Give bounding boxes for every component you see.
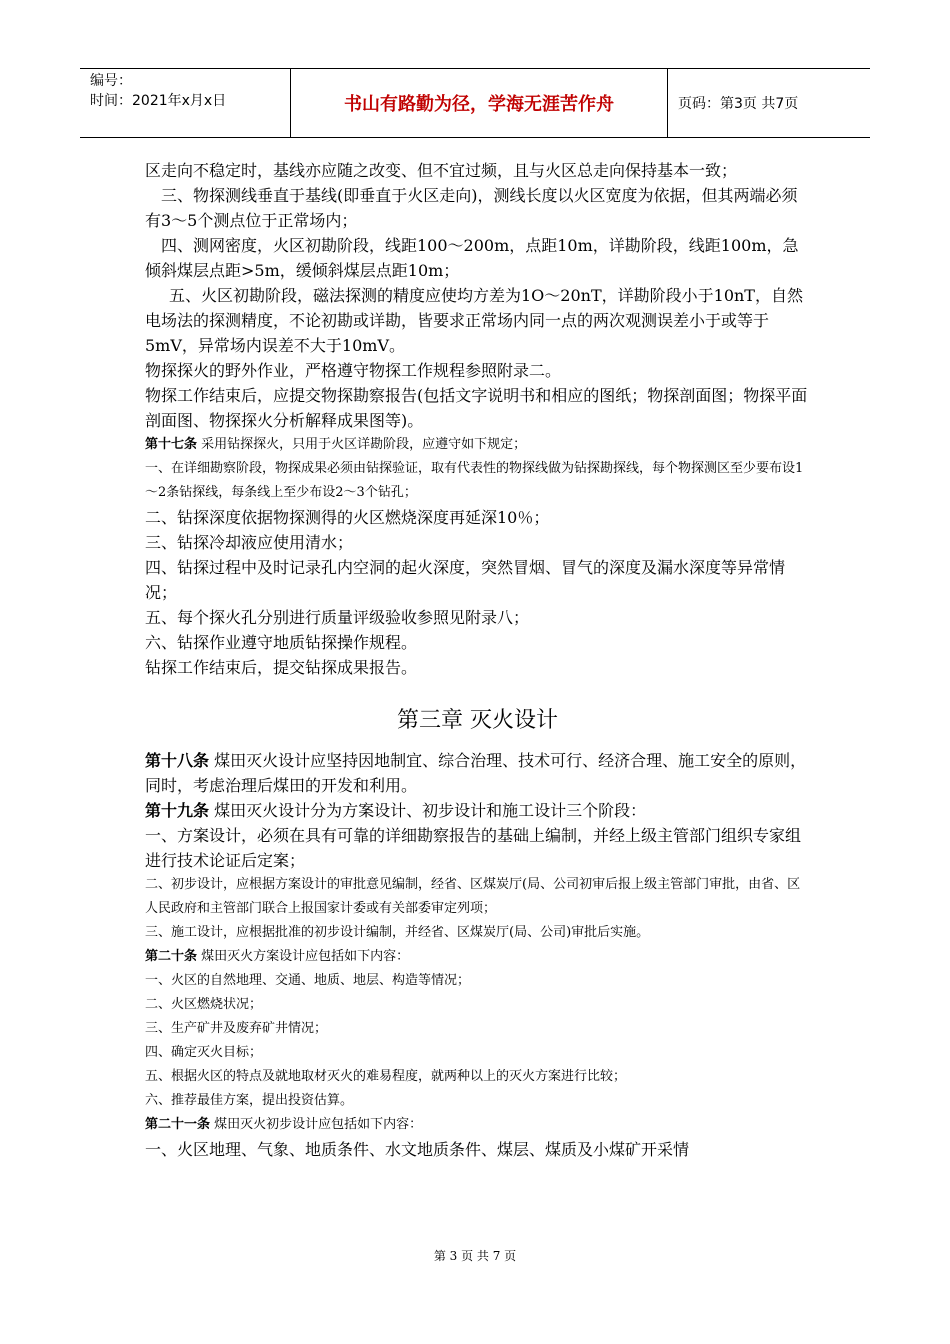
paragraph	[145, 993, 810, 1017]
paragraph	[145, 457, 810, 505]
paragraph	[145, 873, 810, 921]
paragraph-text: 物探工作结束后，应提交物探勘察报告(包括文字说明书和相应的图纸；物探剖面图；物探平面剖面图、物探探火分析解释成果图等)。	[145, 386, 808, 430]
article-number: 第二十条	[145, 949, 198, 964]
article-number: 第十八条	[145, 751, 210, 770]
paragraph-text: 煤田灭火设计应坚持因地制宜、综合治理、技术可行、经济合理、施工安全的原则，同时，考虑治理后煤田的开发和利用。	[145, 751, 807, 795]
paragraph-text: 煤田灭火初步设计应包括如下内容：	[210, 1117, 423, 1132]
paragraph-text: 五、根据火区的特点及就地取材灭火的难易程度，就两种以上的灭火方案进行比较；	[145, 1069, 627, 1084]
paragraph-text: 三、生产矿井及废弃矿井情况；	[145, 1021, 328, 1036]
paragraph-text: 二、钻探深度依据物探测得的火区燃烧深度再延深10％；	[145, 508, 550, 527]
paragraph	[145, 283, 810, 358]
paragraph	[145, 158, 810, 183]
paragraph	[145, 1137, 810, 1162]
paragraph	[145, 433, 810, 457]
paragraph-text: 一、在详细勘察阶段，物探成果必须由钻探验证，取有代表性的物探线做为钻探勘探线，每个物探测区至少要布设1～2条钻探线，每条线上至少布设2～3个钻孔；	[145, 461, 804, 500]
paragraph	[145, 530, 810, 555]
paragraph-group-2	[145, 748, 810, 1162]
paragraph-text: 三、物探测线垂直于基线(即垂直于火区走向)，测线长度以火区宽度为依据，但其两端必须有3～5个测点位于正常场内；	[145, 186, 798, 230]
article-number: 第二十一条	[145, 1117, 211, 1132]
paragraph-text: 二、初步设计，应根据方案设计的审批意见编制，经省、区煤炭厅(局、公司初审后报上级主管部门审批，由省、区人民政府和主管部门联合上报国家计委或有关部委审定列项；	[145, 877, 801, 916]
paragraph-text: 三、钻探冷却液应使用清水；	[145, 533, 354, 552]
paragraph-text: 三、施工设计，应根据批准的初步设计编制，并经省、区煤炭厅(局、公司)审批后实施。	[145, 925, 650, 940]
paragraph-group-1	[145, 158, 810, 680]
document-body	[145, 158, 810, 1162]
paragraph-text: 采用钻探探火，只用于火区详勘阶段，应遵守如下规定；	[197, 437, 527, 452]
paragraph	[145, 1113, 810, 1137]
paragraph	[145, 505, 810, 530]
page-header	[80, 68, 870, 138]
paragraph	[145, 358, 810, 383]
paragraph	[145, 1065, 810, 1089]
paragraph-text: 煤田灭火设计分为方案设计、初步设计和施工设计三个阶段：	[209, 801, 647, 820]
header-meta	[80, 69, 291, 137]
paragraph-text: 煤田灭火方案设计应包括如下内容：	[197, 949, 410, 964]
paragraph-text: 六、推荐最佳方案，提出投资估算。	[145, 1093, 354, 1108]
paragraph	[145, 555, 810, 605]
paragraph	[145, 655, 810, 680]
paragraph-text: 二、火区燃烧状况；	[145, 997, 263, 1012]
paragraph	[145, 1041, 810, 1065]
paragraph	[145, 605, 810, 630]
header-page-info: 页码：第3页 共7页	[678, 96, 799, 112]
paragraph	[145, 1089, 810, 1113]
paragraph	[145, 921, 810, 945]
paragraph	[145, 1017, 810, 1041]
header-motto: 书山有路勤为径，学海无涯苦作舟	[291, 69, 668, 137]
chapter-title: 第三章 灭火设计	[397, 708, 558, 733]
paragraph-text: 区走向不稳定时，基线亦应随之改变、但不宜过频，且与火区总走向保持基本一致；	[145, 161, 738, 180]
doc-time-label: 时间：2021年x月x日	[90, 93, 227, 109]
paragraph-text: 一、方案设计，必须在具有可靠的详细勘察报告的基础上编制，并经上级主管部门组织专家组进行技术论证后定案；	[145, 826, 802, 870]
paragraph-text: 四、确定灭火目标；	[145, 1045, 263, 1060]
page-footer: 第 3 页 共 7 页	[433, 1249, 517, 1263]
paragraph	[145, 233, 810, 283]
paragraph-text: 四、测网密度，火区初勘阶段，线距100～200m，点距10m，详勘阶段，线距100m，急倾斜煤层点距>5m，缓倾斜煤层点距10m；	[145, 236, 799, 280]
paragraph	[145, 823, 810, 873]
paragraph	[145, 748, 810, 798]
paragraph	[145, 630, 810, 655]
paragraph-text: 一、火区的自然地理、交通、地质、地层、构造等情况；	[145, 973, 471, 988]
paragraph-text: 物探探火的野外作业，严格遵守物探工作规程参照附录二。	[145, 361, 562, 380]
paragraph-text: 五、每个探火孔分别进行质量评级验收参照见附录八；	[145, 608, 530, 627]
paragraph	[145, 383, 810, 433]
paragraph-text: 一、火区地理、气象、地质条件、水文地质条件、煤层、煤质及小煤矿开采情	[145, 1140, 690, 1159]
paragraph	[145, 183, 810, 233]
article-number: 第十九条	[145, 801, 210, 820]
paragraph-text: 钻探工作结束后，提交钻探成果报告。	[145, 658, 418, 677]
paragraph	[145, 798, 810, 823]
paragraph	[145, 945, 810, 969]
paragraph	[145, 969, 810, 993]
paragraph-text: 四、钻探过程中及时记录孔内空洞的起火深度，突然冒烟、冒气的深度及漏水深度等异常情况；	[145, 558, 786, 602]
doc-number-label: 编号：	[90, 73, 132, 89]
paragraph-text: 六、钻探作业遵守地质钻探操作规程。	[145, 633, 418, 652]
paragraph-text: 五、火区初勘阶段，磁法探测的精度应使均方差为1O～20nT，详勘阶段小于10nT，自然电场法的探测精度，不论初勘或详勘，皆要求正常场内同一点的两次观测误差小于或等于5mV，异常场内误差不大于10mV。	[145, 286, 803, 355]
article-number: 第十七条	[145, 437, 198, 452]
